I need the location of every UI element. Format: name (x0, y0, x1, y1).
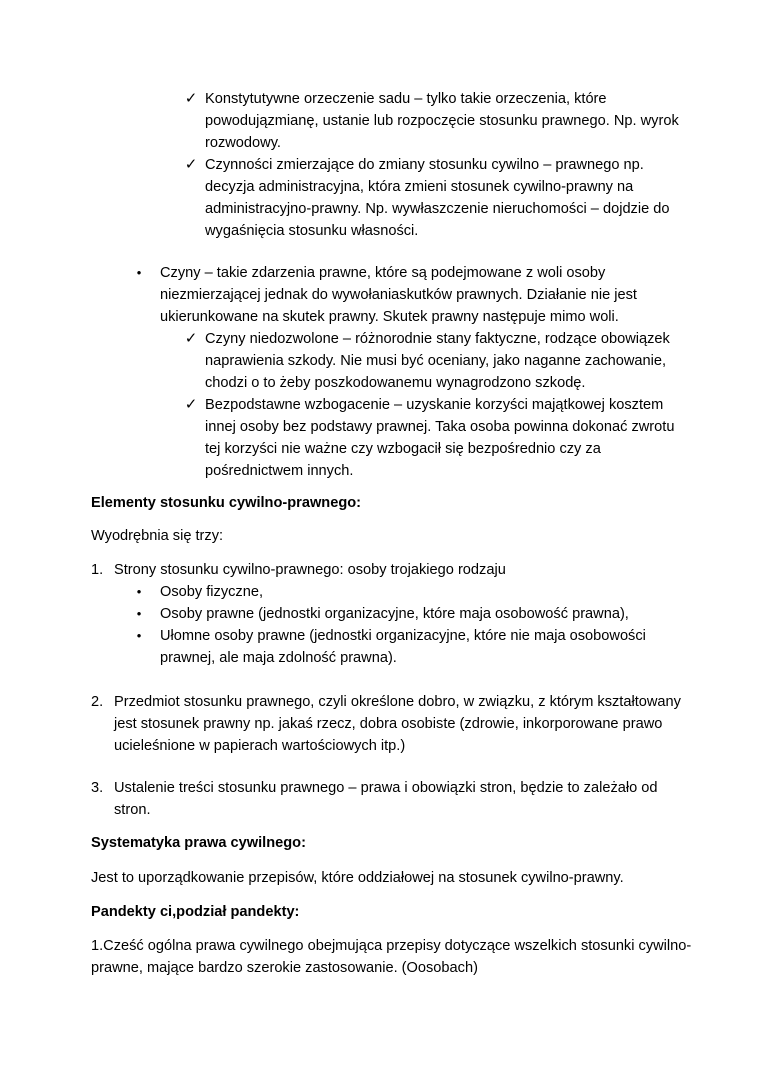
section-heading: Systematyka prawa cywilnego: (91, 835, 306, 851)
list-item: Ustalenie treści stosunku prawnego – prawa i obowiązki stron, będzie to zależało od (114, 780, 658, 796)
list-item: Przedmiot stosunku prawnego, czyli określone dobro, w związku, z którym kształtowany (114, 694, 681, 710)
bullet-icon: • (136, 606, 142, 621)
paragraph-line: innej osoby bez podstawy prawnej. Taka osoba powinna dokonać zwrotu (205, 419, 675, 435)
check-icon: ✓ (184, 156, 198, 173)
paragraph-line: decyzja administracyjna, która zmieni stosunek cywilno-prawny na (205, 179, 634, 195)
paragraph-line: Czynności zmierzające do zmiany stosunku cywilno – prawnego np. (205, 157, 644, 173)
paragraph-line: powodujązmianę, ustanie lub rozpoczęcie stosunku prawnego. Np. wyrok (205, 113, 679, 129)
list-number: 2. (91, 694, 104, 710)
bullet-icon: • (136, 628, 142, 643)
paragraph-line: Jest to uporządkowanie przepisów, które oddziałowej na stosunek cywilno-prawny. (91, 870, 624, 886)
section-heading: Elementy stosunku cywilno-prawnego: (91, 495, 362, 511)
paragraph-line: administracyjno-prawny. Np. wywłaszczenie nieruchomości – dojdzie do (205, 201, 670, 217)
list-number: 1. (91, 562, 104, 578)
paragraph-line: wygaśnięcia stosunku własności. (205, 223, 419, 239)
section-heading: Pandekty ci,podział pandekty: (91, 904, 300, 920)
bullet-icon: • (136, 265, 142, 280)
list-item: stron. (114, 802, 151, 818)
paragraph-line: 1.Cześć ogólna prawa cywilnego obejmująca przepisy dotyczące wszelkich stosunki cywilno- (91, 938, 692, 954)
list-item: Ułomne osoby prawne (jednostki organizacyjne, które nie maja osobowości (160, 628, 646, 644)
paragraph-line: niezmierzającej jednak do wywołaniaskutków prawnych. Działanie nie jest (160, 287, 637, 303)
paragraph-line: chodzi o to żeby poszkodowanemu wynagrodzono szkodę. (205, 375, 586, 391)
check-icon: ✓ (184, 90, 198, 107)
paragraph-line: ukierunkowane na skutek prawny. Skutek prawny następuje mimo woli. (160, 309, 619, 325)
list-item: ucieleśnione w papierach wartościowych itp.) (114, 738, 406, 754)
paragraph-line: Wyodrębnia się trzy: (91, 528, 224, 544)
paragraph-line: Konstytutywne orzeczenie sadu – tylko takie orzeczenia, które (205, 91, 607, 107)
paragraph-line: tej korzyści nie ważne czy wzbogacił się bezpośrednio czy za (205, 441, 601, 457)
paragraph-line: Bezpodstawne wzbogacenie – uzyskanie korzyści majątkowej kosztem (205, 397, 664, 413)
check-icon: ✓ (184, 330, 198, 347)
check-icon: ✓ (184, 396, 198, 413)
list-item: Strony stosunku cywilno-prawnego: osoby trojakiego rodzaju (114, 562, 506, 578)
list-item: prawnej, ale maja zdolność prawna). (160, 650, 397, 666)
list-number: 3. (91, 780, 104, 796)
paragraph-line: Czyny niedozwolone – różnorodnie stany faktyczne, rodzące obowiązek (205, 331, 670, 347)
paragraph-line: Czyny – takie zdarzenia prawne, które są podejmowane z woli osoby (160, 265, 606, 281)
paragraph-line: naprawienia szkody. Nie musi być oceniany, jako naganne zachowanie, (205, 353, 667, 369)
paragraph-line: pośrednictwem innych. (205, 463, 354, 479)
list-item: jest stosunek prawny np. jakaś rzecz, dobra osobiste (zdrowie, inkorporowane prawo (114, 716, 663, 732)
bullet-icon: • (136, 584, 142, 599)
paragraph-line: rozwodowy. (205, 135, 281, 151)
list-item: Osoby fizyczne, (160, 584, 264, 600)
paragraph-line: prawne, mające bardzo szerokie zastosowanie. (Oosobach) (91, 960, 478, 976)
list-item: Osoby prawne (jednostki organizacyjne, które maja osobowość prawna), (160, 606, 629, 622)
